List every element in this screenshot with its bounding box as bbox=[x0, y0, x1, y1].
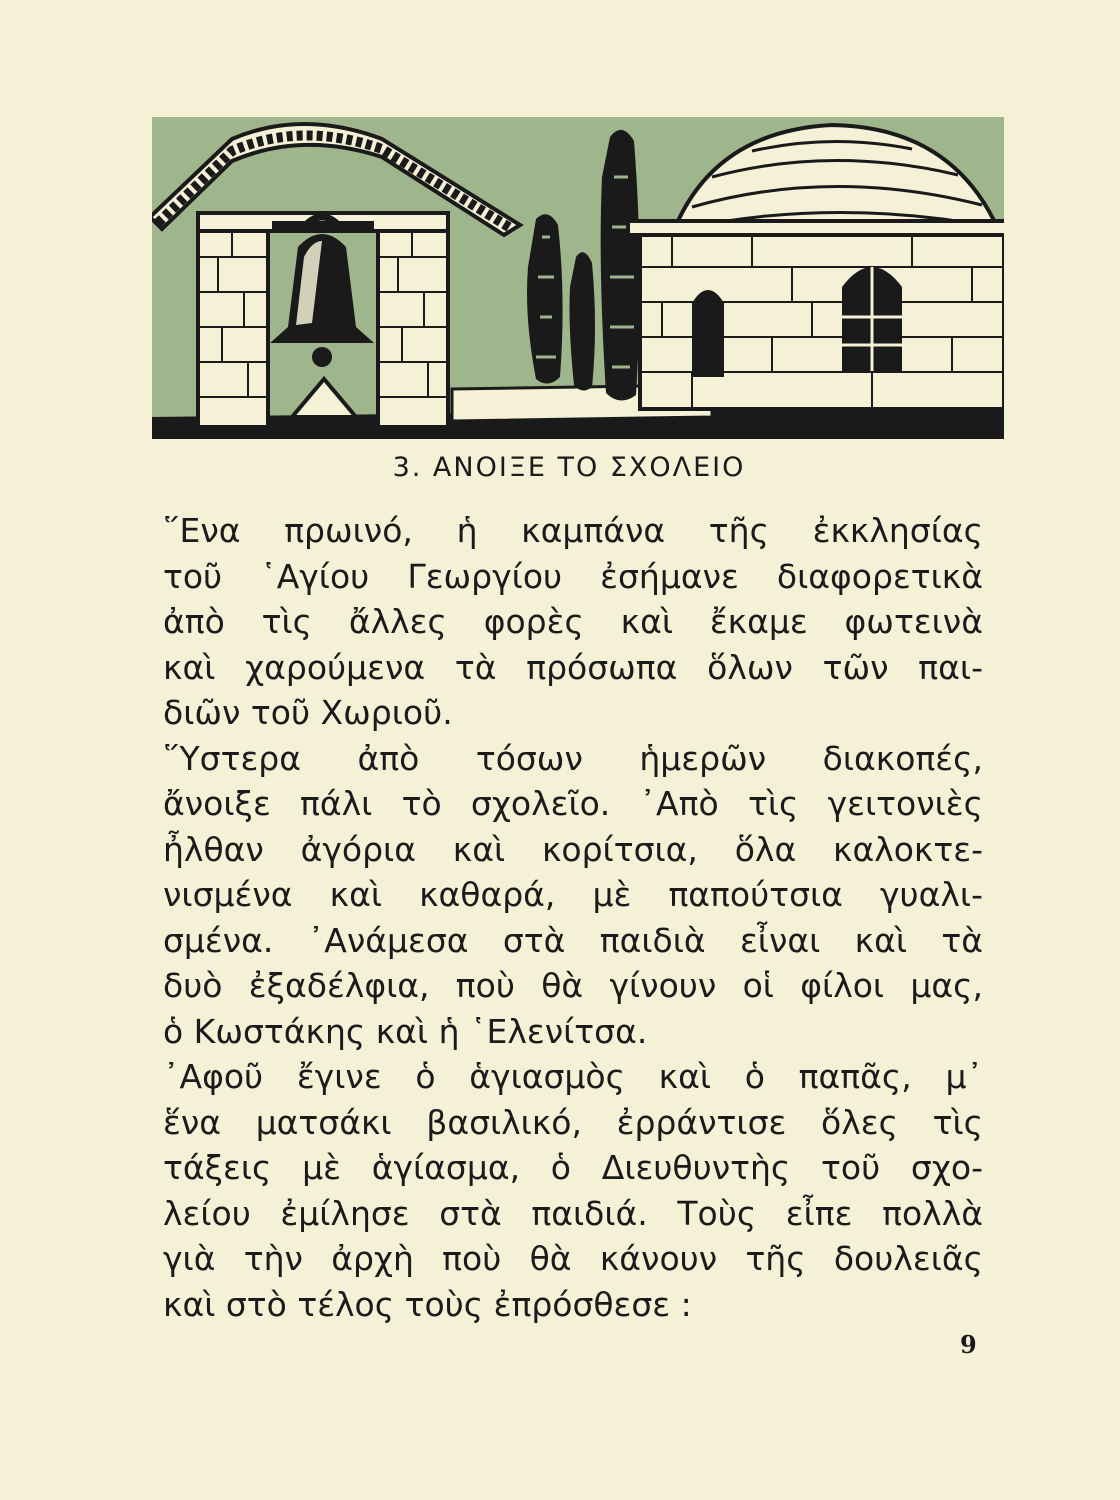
text-line: δυὸ ἐξαδέλφια, ποὺ θὰ γίνουν οἱ φίλοι μας, bbox=[163, 966, 983, 1005]
text-line: ἦλθαν ἀγόρια καὶ κορίτσια, ὅλα καλοκτε- bbox=[163, 829, 983, 869]
cypress-tree-3 bbox=[601, 130, 640, 401]
text-line: ὁ Κωστάκης καὶ ἡ ῾Ελενίτσα. bbox=[163, 1011, 648, 1051]
text-line: ῞Ενα πρωινό, ἡ καμπάνα τῆς ἐκκλησίας bbox=[163, 511, 983, 550]
text-line: διῶν τοῦ Χωριοῦ. bbox=[163, 693, 453, 732]
paragraph-3 bbox=[163, 1054, 983, 1327]
chapel-window-left bbox=[692, 290, 724, 377]
text-line: τάξεις μὲ ἁγίασμα, ὁ Διευθυντὴς τοῦ σχο- bbox=[163, 1148, 983, 1187]
church-illustration bbox=[152, 117, 1004, 439]
chapter-title: 3. ΑΝΟΙΞΕ ΤΟ ΣΧΟΛΕΙΟ bbox=[392, 452, 746, 483]
bell-clapper bbox=[312, 347, 332, 367]
cypress-tree-2 bbox=[570, 252, 596, 390]
text-line: ἀπὸ τὶς ἄλλες φορὲς καὶ ἔκαμε φωτεινὰ bbox=[163, 602, 983, 641]
paragraph-1 bbox=[163, 508, 983, 736]
text-line: ἕνα ματσάκι βασιλικό, ἐρράντισε ὅλες τὶς bbox=[163, 1102, 983, 1142]
text-line: ᾿Αφοῦ ἔγινε ὁ ἁγιασμὸς καὶ ὁ παπᾶς, μ᾿ bbox=[163, 1057, 983, 1096]
text-line: λείου ἐμίλησε στὰ παιδιά. Τοὺς εἶπε πολλὰ bbox=[163, 1193, 983, 1233]
paragraph-2 bbox=[163, 736, 983, 1055]
church-illustration-svg bbox=[152, 117, 1004, 439]
text-line: καὶ στὸ τέλος τοὺς ἐπρόσθεσε : bbox=[163, 1284, 692, 1324]
text-line: τοῦ ῾Αγίου Γεωργίου ἐσήμανε διαφορετικὰ bbox=[163, 556, 983, 596]
text-line: καὶ χαρούμενα τὰ πρόσωπα ὅλων τῶν παι- bbox=[163, 647, 983, 687]
text-line: νισμένα καὶ καθαρά, μὲ παπούτσια γυαλι- bbox=[163, 875, 983, 914]
chapel-cornice bbox=[628, 221, 1004, 235]
body-text bbox=[163, 508, 983, 1327]
text-line: ἄνοιξε πάλι τὸ σχολεῖο. ᾿Απὸ τὶς γειτονιὲς bbox=[163, 784, 983, 823]
text-line: ῞Υστερα ἀπὸ τόσων ἡμερῶν διακοπές, bbox=[163, 738, 983, 778]
page-number: 9 bbox=[960, 1330, 977, 1359]
text-line: γιὰ τὴν ἀρχὴ ποὺ θὰ κάνουν τῆς δουλειᾶς bbox=[163, 1239, 983, 1278]
text-line: σμένα. ᾿Ανάμεσα στὰ παιδιὰ εἶναι καὶ τὰ bbox=[163, 920, 983, 960]
